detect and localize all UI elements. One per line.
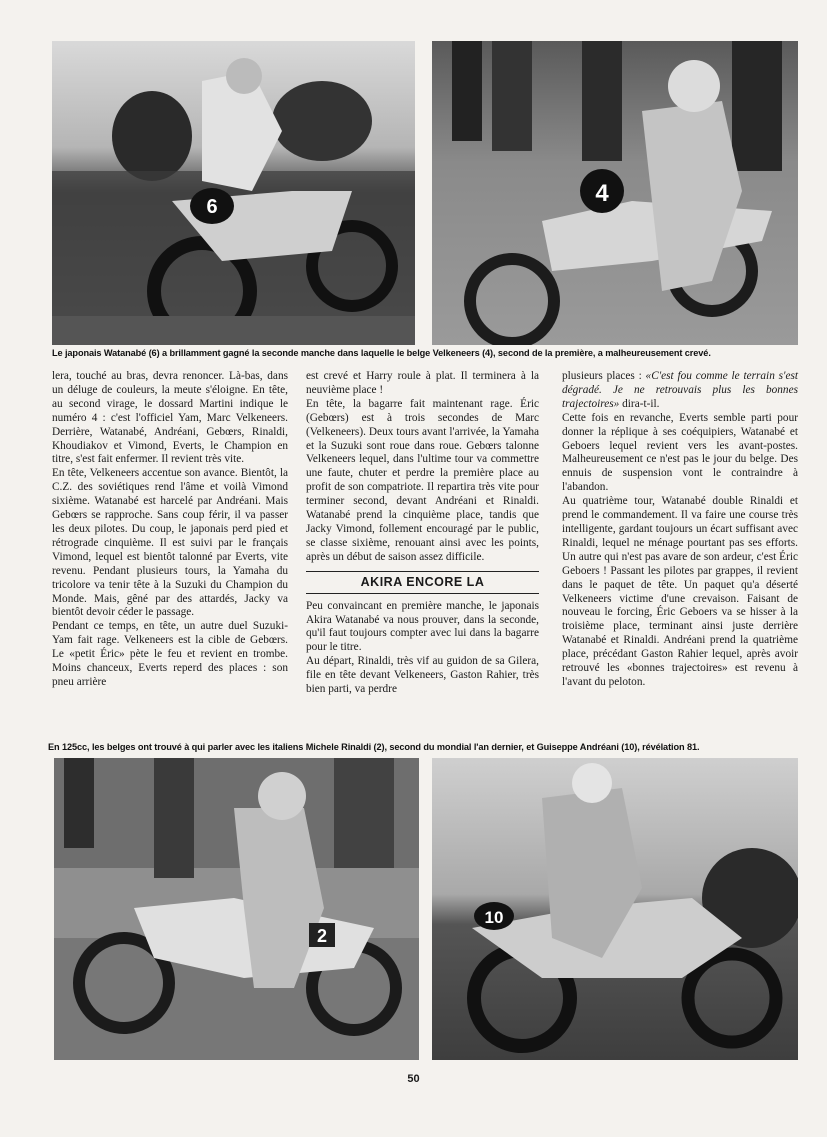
photo-bottom-right	[432, 758, 798, 1060]
paragraph: Cette fois en revanche, Everts semble parti pour donner la réplique à ses coéquipiers, Watanabé et Geboers lequel revient vers les avant-postes. Malheureusement ce n'est pas le jour du belge. Des ennuis de suspension vont le contraindre à l'abandon.	[562, 411, 798, 494]
svg-text:6: 6	[206, 196, 218, 218]
caption-top: Le japonais Watanabé (6) a brillamment gagné la seconde manche dans laquelle le belge Velkeneers (4), second de la première, a malheureusement crevé.	[52, 348, 711, 358]
page-number: 50	[407, 1073, 420, 1085]
quote-intro: plusieurs places :	[562, 370, 642, 382]
quote: «C'est fou comme le terrain s'est dégradé. Je ne retrouvais plus les bonnes trajectoires»	[562, 370, 798, 410]
section-subhead: AKIRA ENCORE LA	[306, 571, 539, 594]
paragraph: Au quatrième tour, Watanabé double Rinaldi et prend le commandement. Il va faire une course très intelligente, gardant toujours un écart suffisant avec Rinaldi, lequel ne ménage pourtant pas ses efforts. Un autre qui n'est pas avare de son ardeur, c'est Éric Geboers ! Passant les pilotes par grappes, il revient dans le paquet de tête. Un paquet qu'a déserté Velkeneers victime d'une crevaison. Faisant de nouveau le forcing, Éric Geboers va se hisser à la troisième place, terminant ainsi juste derrière Watanabé et Rinaldi. Andréani prend la quatrième place, précédant Gaston Rahier lequel, après avoir retrouvé les «bonnes trajectoires» est revenu à l'avant du peloton.	[562, 495, 798, 688]
paragraph: Peu convaincant en première manche, le japonais Akira Watanabé va nous prouver, dans la seconde, qu'il faut toujours compter avec lui dans la bagarre pour le titre.	[306, 599, 539, 654]
paragraph: En tête, Velkeneers accentue son avance. Bientôt, la C.Z. des soviétiques rend l'âme et voilà Vimond sixième. Watanabé est harcelé par Andréani. Mais Gebœrs se rapproche. Sans coup férir, il va passer les deux pilotes. Du coup, le japonais perd pied et rétrograde cinquième. Il est suivi par le français Vimond, lequel est bientôt talonné par Everts, vite revenu. Pendant plusieurs tours, la Yamaha du tricolore va tenir tête à la Suzuki du Champion du Monde. Mais, gêné par des attardés, Jacky va bientôt devoir céder le passage.	[52, 467, 288, 619]
caption-bottom: En 125cc, les belges ont trouvé à qui parler avec les italiens Michele Rinaldi (2), second du mondial l'an dernier, et Guiseppe Andréani (10), révélation 81.	[48, 742, 700, 752]
paragraph: Au départ, Rinaldi, très vif au guidon de sa Gilera, file en tête devant Velkeneers, Gaston Rahier, très bien parti, va perdre	[306, 655, 539, 696]
paragraph: lera, touché au bras, devra renoncer. Là-bas, dans un déluge de couleurs, la meute s'éloigne. En tête, au second virage, le dossard Martini indique le numéro 4 : c'est l'officiel Yam, Marc Velkeneers. Derrière, Watanabé, Andréani, Gebœrs, Rinaldi, Khoudiakov et Vimond, Everts, le Champion en titre, s'est fait enfermer. Il revient très vite.	[52, 370, 288, 466]
photo-bottom-left	[54, 758, 419, 1060]
text-column-2	[306, 370, 539, 697]
photo-top-left	[52, 41, 415, 345]
quote-attribution: dira-t-il.	[622, 397, 660, 410]
text-column-1	[52, 370, 288, 690]
svg-text:4: 4	[595, 180, 609, 207]
paragraph: En tête, la bagarre fait maintenant rage. Éric (Gebœrs) est à trois secondes de Marc (Velkeneers). Deux tours avant l'arrivée, la Yamaha et la Suzuki sont roue dans roue. Gebœrs talonne Velkeneers lequel, dans l'ultime tour va commettre une faute, chuter et perdre la première place au profit de son compatriote. Il repartira très vite pour terminer second, devant Andréani et Rinaldi. Watanabé prend la cinquième place, tandis que Jacky Vimond, follement encouragé par le public, se classe sixième, renouant ainsi avec les points, après un début de saison assez difficile.	[306, 397, 539, 563]
text-column-3	[562, 370, 798, 690]
paragraph	[562, 370, 798, 412]
svg-text:10: 10	[484, 908, 504, 927]
paragraph: est crevé et Harry roule à plat. Il terminera à la neuvième place !	[306, 370, 539, 396]
photo-top-right	[432, 41, 798, 345]
svg-text:2: 2	[316, 926, 328, 946]
paragraph: Pendant ce temps, en tête, un autre duel Suzuki-Yam fait rage. Velkeneers est la cible de Gebœrs. Le «petit Éric» pète le feu et revient en trombe. Moins chanceux, Everts reperd des places : son pneu arrière	[52, 620, 288, 688]
